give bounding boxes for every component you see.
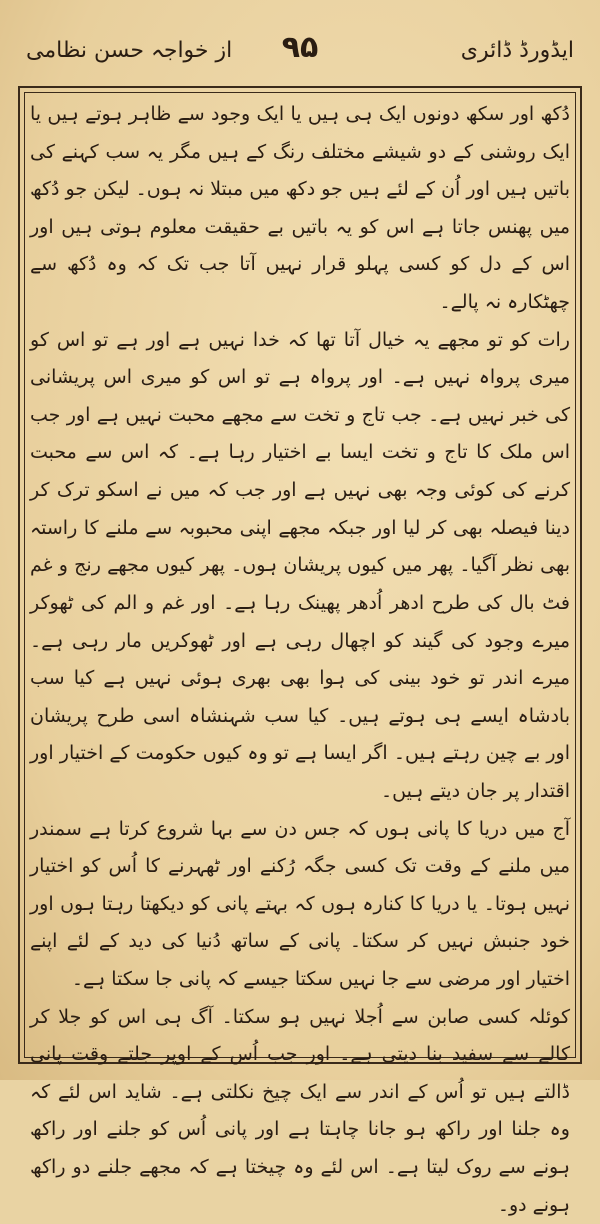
running-title: ایڈورڈ ڈائری [460, 38, 574, 63]
paragraph-1: دُکھ اور سکھ دونوں ایک ہی ہیں یا ایک وجود سے ظاہر ہوتے ہیں یا ایک روشنی کے دو شیشے مختلف رنگ کے ہیں مگر یہ سب کہنے کی باتیں ہیں اور اُن کے لئے ہیں جو دکھ میں مبتلا نہ ہوں۔ لیکن جو دُکھ میں پھنس جاتا ہے اس کو یہ باتیں بے حقیقت معلوم ہوتی ہیں اور اس کے دل کو کسی پہلو قرار نہیں آتا جب تک کہ وہ دُکھ سے چھٹکارہ نہ پالے۔ [30, 103, 570, 314]
paragraph-2: رات کو تو مجھے یہ خیال آتا تھا کہ خدا نہیں ہے اور ہے تو اس کو میری پرواہ نہیں ہے۔ اور پرواہ ہے تو اس کو میری اس پریشانی کی خبر نہیں ہے۔ جب تاج و تخت سے مجھے محبت نہیں ہے اور جب اس ملک کا تاج و تخت ایسا بے اختیار رہا ہے۔ کہ اس سے محبت کرنے کی کوئی وجہ بھی نہیں ہے اور جب کہ میں نے اسکو ترک کر دینا فیصلہ بھی کر لیا اور جبکہ مجھے اپنی محبوبہ سے ملنے کا راستہ بھی نظر آگیا۔ پھر میں کیوں پریشان ہوں۔ پھر کیوں مجھے رنج و غم فٹ بال کی طرح ادھر اُدھر پھینک رہا ہے۔ اور غم و الم کی ٹھوکر میرے وجود کی گیند کو اچھال رہی ہے اور ٹھوکریں مار رہی ہے۔ میرے اندر تو خود بینی کی ہوا بھی بھری ہوئی نہیں ہے کیا سب بادشاہ ایسے ہی ہوتے ہیں۔ کیا سب شہنشاہ اسی طرح پریشان اور بے چین رہتے ہیں۔ اگر ایسا ہے تو وہ کیوں حکومت کے اختیار اور اقتدار پر جان دیتے ہیں۔ [30, 328, 570, 802]
paragraph-3: آج میں دریا کا پانی ہوں کہ جس دن سے بہا شروع کرتا ہے سمندر میں ملنے کے وقت تک کسی جگہ رُکنے اور ٹھہرنے کا اُس کو اختیار نہیں ہوتا۔ یا دریا کا کنارہ ہوں کہ بہتے پانی کو دیکھتا رہتا ہوں اور خود جنبش نہیں کر سکتا۔ پانی کے ساتھ دُنیا کی دید کے لئے اپنے اختیار اور مرضی سے جا نہیں سکتا جیسے کہ پانی جا سکتا ہے۔ [30, 817, 570, 991]
page-number: ۹۵ [281, 30, 319, 65]
page-header [26, 30, 574, 70]
paragraph-4: کوئلہ کسی صابن سے اُجلا نہیں ہو سکتا۔ آگ ہی اس کو جلا کر کالے سے سفید بنا دیتی ہے۔ اور جب اُس کے اوپر جلتے وقت پانی ڈالتے ہیں تو اُس کے اندر سے ایک چیخ نکلتی ہے۔ شاید اس لئے کہ وہ جلنا اور راکھ ہو جانا چاہتا ہے اور پانی اُس کو جلنے اور راکھ ہونے سے روک لیتا ہے۔ اس لئے وہ چیختا ہے کہ مجھے جلنے دو راکھ ہونے دو۔ [30, 1005, 570, 1216]
running-author: از خواجہ حسن نظامی [26, 38, 233, 63]
body-text [30, 96, 570, 1216]
